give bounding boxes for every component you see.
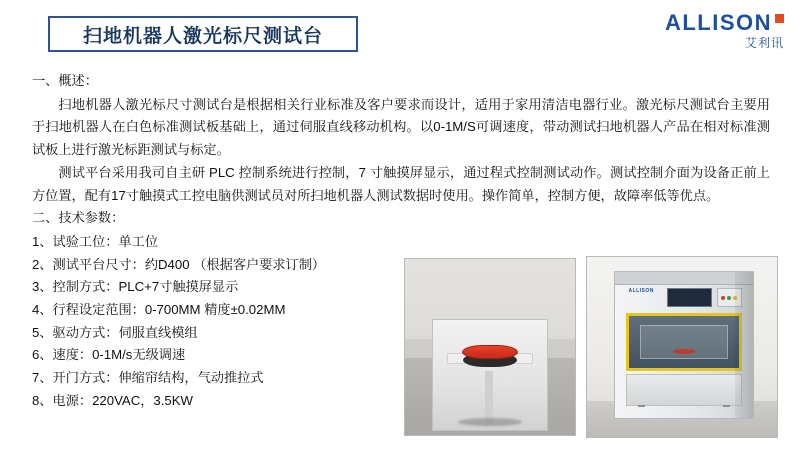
brand-name-row xyxy=(665,12,784,34)
emergency-stop-icon xyxy=(721,296,725,300)
list-item: 7、开门方式：伸缩帘结构，气动推拉式 xyxy=(32,370,264,386)
list-item: 1、试验工位：单工位 xyxy=(32,233,159,249)
overview-heading: 一、概述： xyxy=(32,73,98,88)
photo-test-turntable xyxy=(404,258,576,436)
machine-top-panel xyxy=(615,272,754,285)
machine-cabinet xyxy=(614,271,755,419)
specs-block xyxy=(32,231,422,413)
page-title-box xyxy=(48,16,358,52)
company-logo xyxy=(665,12,784,49)
turntable-cabinet xyxy=(432,319,548,432)
document-header xyxy=(0,0,800,62)
machine-foot-right xyxy=(723,405,730,407)
machine-side-shading xyxy=(735,272,753,418)
start-button-icon xyxy=(727,296,731,300)
brand-subname: 艾利讯 xyxy=(744,36,784,50)
overview-paragraph-1: 扫地机器人激光标尺寸测试台是根据相关行业标准及客户要求而设计，适用于家用清洁电器行业。激光标尺测试台主要用于扫地机器人在白色标准测试板基础上，通过伺服直线移动机构。以0-1M/S可调速度，带动测试扫地机器人产品在相对标准测试板上进行激光标距测试与标定。 xyxy=(32,96,770,158)
machine-touchscreen xyxy=(667,288,711,307)
machine-base xyxy=(626,374,742,406)
robot-top-cover xyxy=(462,345,519,358)
machine-foot-left xyxy=(638,405,645,407)
list-item: 2、测试平台尺寸：约D400 （根据客户要求订制） xyxy=(32,256,326,272)
machine-logo: ALLISON xyxy=(628,288,654,295)
list-item: 8、电源：220VAC，3.5KW xyxy=(32,392,193,408)
robot-inside-chamber xyxy=(673,349,695,354)
list-item: 5、驱动方式：伺服直线模组 xyxy=(32,324,198,340)
brand-name: ALLISON xyxy=(664,10,772,35)
overview-paragraph-2: 测试平台采用我司自主研 PLC 控制系统进行控制，7 寸触摸屏显示，通过程式控制测试动作。测试控制介面为设备正前上方位置，配有17寸触摸式工控电脑供测试员对所扫地机器人测试数据时使用。操作简单，控制方便，故障率低等优点。 xyxy=(32,164,770,203)
list-item: 4、行程设定范围：0-700MM 精度±0.02MM xyxy=(32,302,286,318)
list-item: 6、速度：0-1M/s无级调速 xyxy=(32,347,186,363)
page-title: 扫地机器人激光标尺测试台 xyxy=(82,25,323,47)
specs-list xyxy=(32,231,422,413)
turntable-shadow xyxy=(458,418,522,426)
brand-square-icon xyxy=(775,14,784,23)
specs-heading: 二、技术参数： xyxy=(32,210,125,226)
list-item: 3、控制方式：PLC+7寸触摸屏显示 xyxy=(32,279,239,295)
photo-test-machine xyxy=(586,256,778,438)
machine-window-glass xyxy=(640,325,728,359)
machine-view-window xyxy=(626,313,742,371)
